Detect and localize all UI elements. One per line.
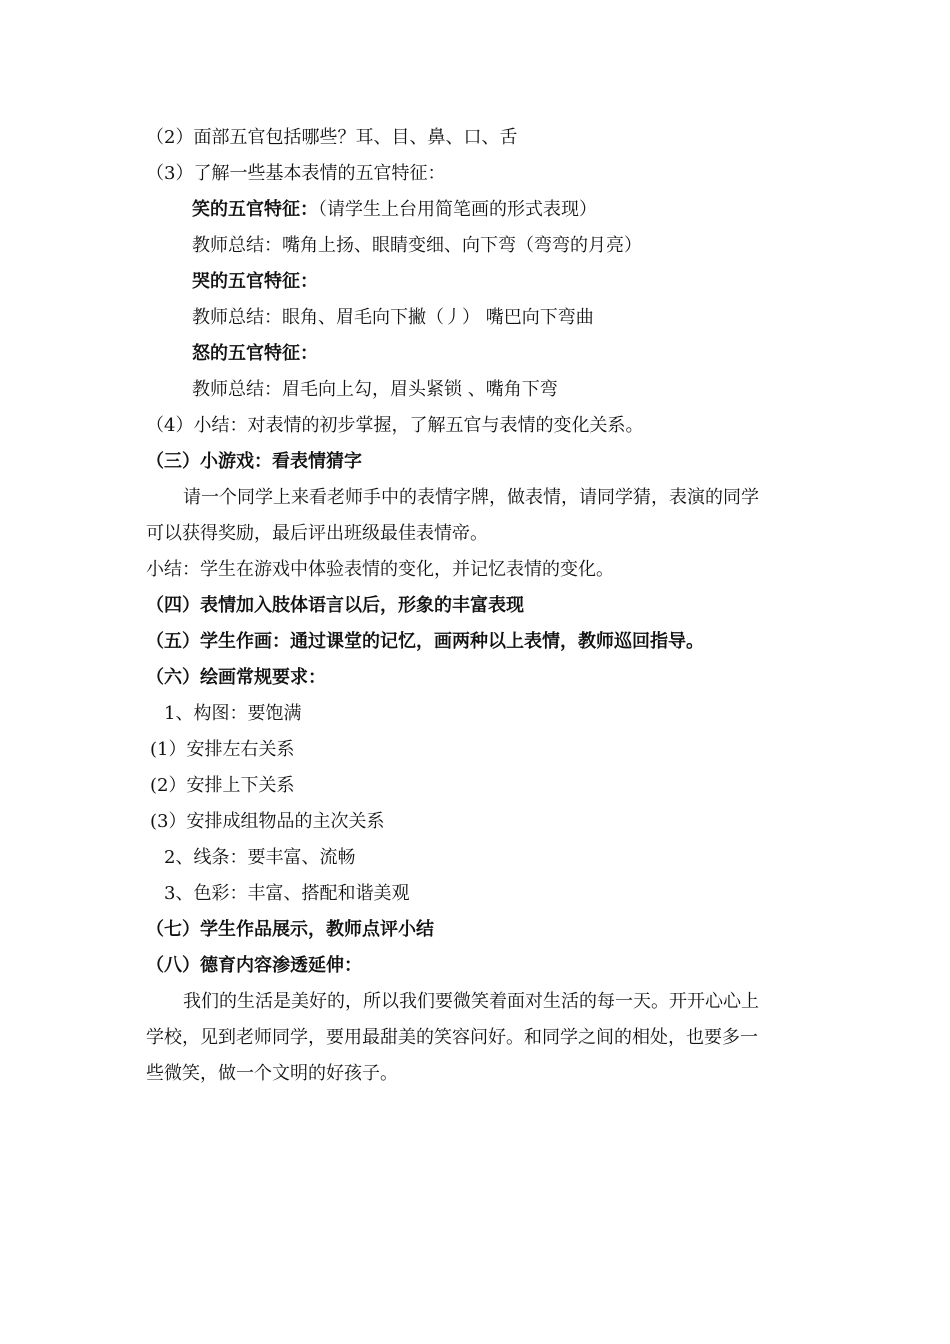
text-line-colors: 3、色彩：丰富、搭配和谐美观 xyxy=(164,883,410,904)
text-line-anger-features: 怒的五官特征： xyxy=(192,343,318,364)
smile-features-heading: 笑的五官特征： xyxy=(192,199,318,220)
text-line-cry-summary: 教师总结：眼角、眉毛向下撇（丿） 嘴巴向下弯曲 xyxy=(192,307,594,328)
text-line-moral-2: 学校，见到老师同学，要用最甜美的笑容问好。和同学之间的相处，也要多一 xyxy=(146,1027,758,1048)
text-line-moral-1: 我们的生活是美好的，所以我们要微笑着面对生活的每一天。开开心心上 xyxy=(183,991,759,1012)
text-line-game-summary: 小结：学生在游戏中体验表情的变化，并记忆表情的变化。 xyxy=(146,559,614,580)
text-line-game-2: 可以获得奖励，最后评出班级最佳表情帝。 xyxy=(146,523,488,544)
text-line-five-features: （2）面部五官包括哪些？耳、目、鼻、口、舌 xyxy=(146,127,518,148)
text-line-left-right: (1）安排左右关系 xyxy=(150,739,295,760)
text-line-summary-4: （4）小结：对表情的初步掌握，了解五官与表情的变化关系。 xyxy=(146,415,644,436)
text-line-smile-summary: 教师总结：嘴角上扬、眼睛变细、向下弯（弯弯的月亮） xyxy=(192,235,642,256)
text-line-game-1: 请一个同学上来看老师手中的表情字牌，做表情，请同学猜，表演的同学 xyxy=(183,487,759,508)
text-line-expression-features: （3）了解一些基本表情的五官特征： xyxy=(146,163,446,184)
text-line-cry-features: 哭的五官特征： xyxy=(192,271,318,292)
section-heading-4: （四）表情加入肢体语言以后，形象的丰富表现 xyxy=(146,595,524,616)
section-heading-3: （三）小游戏：看表情猜字 xyxy=(146,451,362,472)
section-heading-7: （七）学生作品展示，教师点评小结 xyxy=(146,919,434,940)
text-line-grouping: (3）安排成组物品的主次关系 xyxy=(150,811,385,832)
text-line-lines: 2、线条：要丰富、流畅 xyxy=(164,847,356,868)
text-line-composition: 1、构图：要饱满 xyxy=(164,703,302,724)
text-line-moral-3: 些微笑，做一个文明的好孩子。 xyxy=(146,1063,398,1084)
section-heading-5: （五）学生作画：通过课堂的记忆，画两种以上表情，教师巡回指导。 xyxy=(146,631,704,652)
section-heading-8: （八）德育内容渗透延伸： xyxy=(146,955,362,976)
text-line-up-down: (2）安排上下关系 xyxy=(150,775,295,796)
smile-features-note: （请学生上台用简笔画的形式表现） xyxy=(318,199,597,220)
text-line-anger-summary: 教师总结：眉毛向上勾，眉头紧锁 、嘴角下弯 xyxy=(192,379,558,400)
text-line-smile-features xyxy=(192,198,597,222)
section-heading-6: （六）绘画常规要求： xyxy=(146,667,326,688)
